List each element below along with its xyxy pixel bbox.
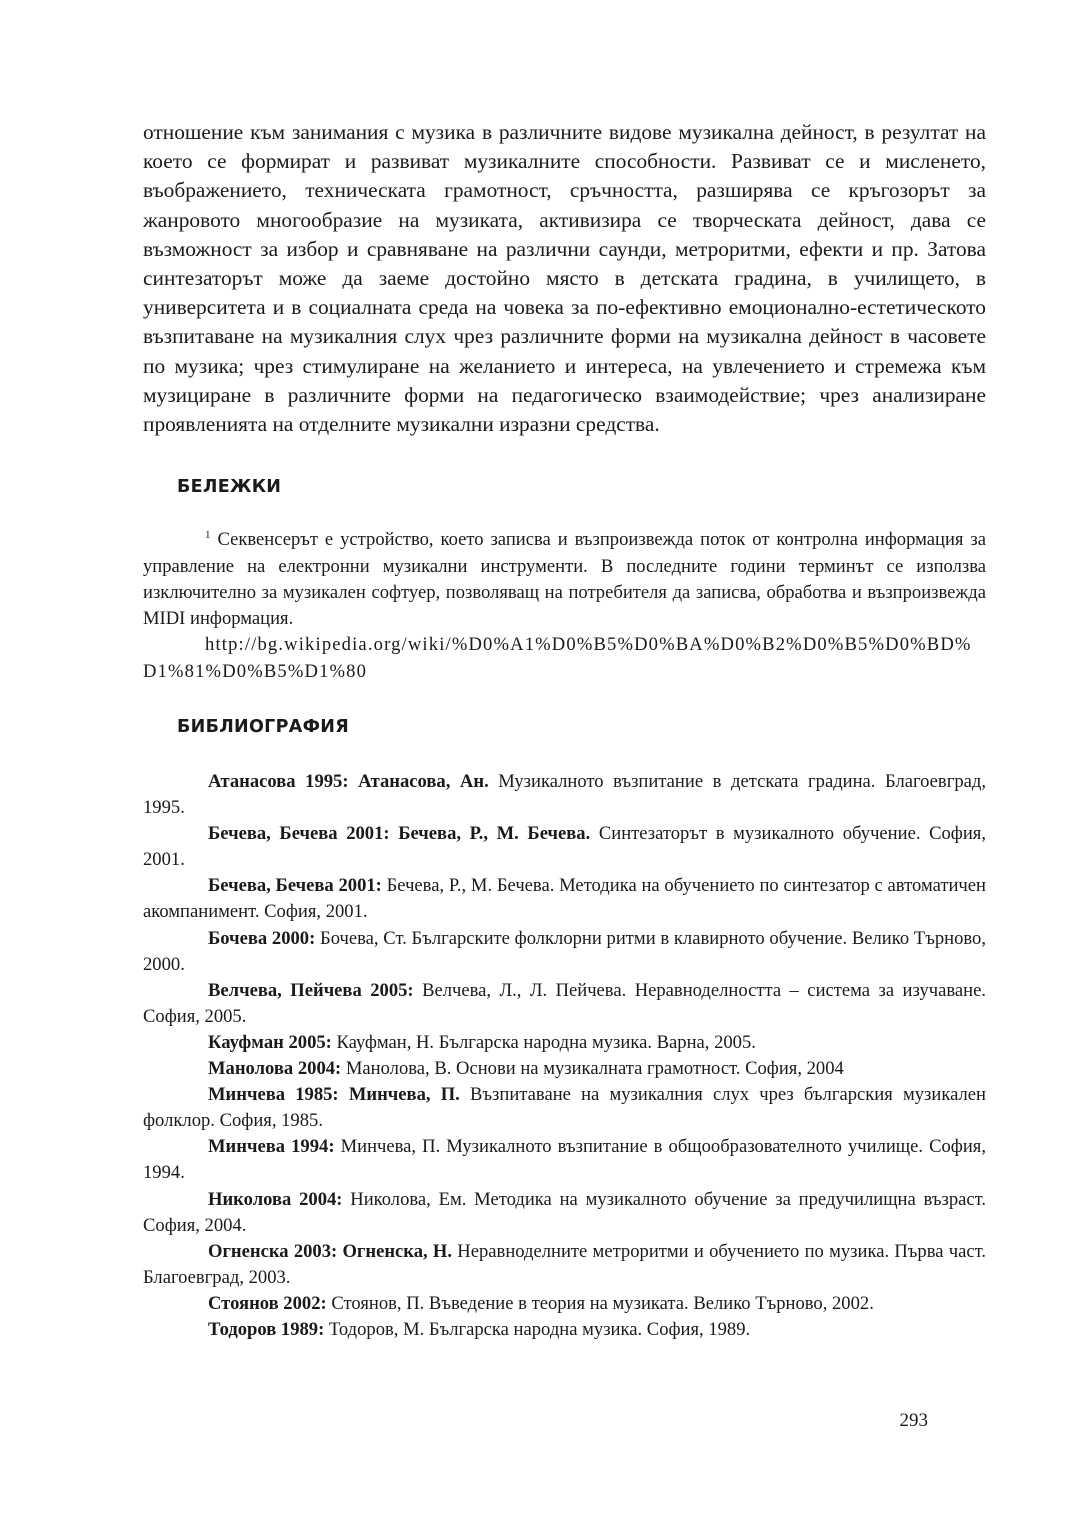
bibliography-entry-text: Манолова, В. Основи на музикалната грамотност. София, 2004 (341, 1058, 844, 1080)
bibliography-entry (143, 1239, 986, 1291)
bibliography-entry-text: Бечева, Р., М. Бечева. Методика на обучението по синтезатор с автоматичен акомпанимент. София, 2001. (143, 875, 986, 923)
bibliography-entry-key: Бочева 2000: (208, 927, 316, 949)
bibliography-entry (143, 1056, 986, 1082)
bibliography-entry (143, 873, 986, 925)
bibliography-list (143, 769, 986, 1343)
bibliography-entry-key: Минчева 1994: (208, 1136, 335, 1158)
bibliography-entry (143, 1082, 986, 1134)
bibliography-entry (143, 1187, 986, 1239)
notes-heading: БЕЛЕЖКИ (177, 477, 282, 498)
bibliography-entry-key: Николова 2004: (208, 1188, 343, 1210)
bibliography-entry-key: Огненска 2003: Огненска, Н. (208, 1240, 453, 1262)
bibliography-entry-text: Неравноделните метроритми и обучението по музика. Първа част. Благоевград, 2003. (143, 1240, 986, 1288)
body-paragraph: отношение към занимания с музика в различните видове музикална дейност, в резултат на което се формират и развиват музикалните способности. Развиват се и мисленето, въображението, техническата грамотност, сръчността, разширява се кръгозорът за жанровото многообразие на музиката, активизира се творческата дейност, дава се възможност за избор и сравняване на различни саунди, метроритми, ефекти и пр. Затова синтезаторът може да заеме достойно място в детската градина, в училището, в университета и в социалната среда на човека за по-ефективно емоционално-естетическото възпитаване на музикалния слух чрез различните форми на музикална дейност в часовете по музика; чрез стимулиране на желанието и интереса, на увлечението и стремежа към музициране в различните форми на педагогическо взаимодействие; чрез анализиране проявленията на отделните музикални изразни средства. (143, 120, 986, 437)
footnote-text: Секвенсерът е устройство, което записва и възпроизвежда поток от контролна информация за управление на електронни музикални инструменти. В последните години терминът се използва изключително за музикален софтуер, позволяващ на потребителя да записва, обработва и възпроизвежда MIDI информация. (143, 529, 986, 630)
footnote-url: http://bg.wikipedia.org/wiki/%D0%A1%D0%B5%D0%BA%D0%B2%D0%B5%D0%BD%D1%81%D0%B5%D1%80 (143, 634, 972, 682)
bibliography-entry-key: Атанасова 1995: Атанасова, Ан. (208, 771, 489, 793)
bibliography-entry-text: Тодоров, М. Българска народна музика. София, 1989. (324, 1318, 751, 1340)
footnote-marker: 1 (205, 529, 211, 542)
bibliography-entry (143, 1291, 986, 1317)
bibliography-entry-key: Манолова 2004: (208, 1058, 342, 1080)
bibliography-entry-text: Бочева, Ст. Българските фолклорни ритми в клавирното обучение. Велико Търново, 2000. (143, 927, 986, 975)
bibliography-heading: БИБЛИОГРАФИЯ (177, 717, 349, 738)
bibliography-entry-text: Велчева, Л., Л. Пейчева. Неравноделността – система за изучаване. София, 2005. (143, 979, 986, 1027)
bibliography-entry (143, 821, 986, 873)
bibliography-entry-key: Кауфман 2005: (208, 1031, 332, 1053)
bibliography-entry (143, 1317, 986, 1343)
bibliography-entry-text: Синтезаторът в музикалното обучение. София, 2001. (143, 823, 986, 871)
bibliography-entry-key: Минчева 1985: Минчева, П. (208, 1084, 460, 1106)
page-content (143, 118, 986, 1343)
notes-section (143, 527, 986, 685)
bibliography-entry-key: Тодоров 1989: (208, 1318, 325, 1340)
bibliography-entry-text: Николова, Ем. Методика на музикалното обучение за предучилищна възраст. София, 2004. (143, 1188, 986, 1236)
bibliography-entry (143, 926, 986, 978)
bibliography-entry (143, 769, 986, 821)
bibliography-entry (143, 1030, 986, 1056)
bibliography-entry-key: Велчева, Пейчева 2005: (208, 979, 414, 1001)
bibliography-entry-key: Бечева, Бечева 2001: (208, 875, 382, 897)
bibliography-entry-text: Възпитаване на музикалния слух чрез българския музикален фолклор. София, 1985. (143, 1084, 986, 1132)
bibliography-entry-text: Кауфман, Н. Българска народна музика. Варна, 2005. (331, 1031, 756, 1053)
bibliography-entry-key: Бечева, Бечева 2001: Бечева, Р., М. Бечева. (208, 823, 591, 845)
footnote-1 (143, 527, 986, 632)
bibliography-entry-key: Стоянов 2002: (208, 1292, 327, 1314)
page-number: 293 (899, 1410, 928, 1431)
bibliography-entry (143, 978, 986, 1030)
bibliography-entry-text: Музикалното възпитание в детската градина. Благоевград, 1995. (143, 771, 986, 819)
bibliography-entry (143, 1134, 986, 1186)
bibliography-entry-text: Минчева, П. Музикалното възпитание в общообразователното училище. София, 1994. (143, 1136, 986, 1184)
bibliography-entry-text: Стоянов, П. Въведение в теория на музиката. Велико Търново, 2002. (326, 1292, 874, 1314)
